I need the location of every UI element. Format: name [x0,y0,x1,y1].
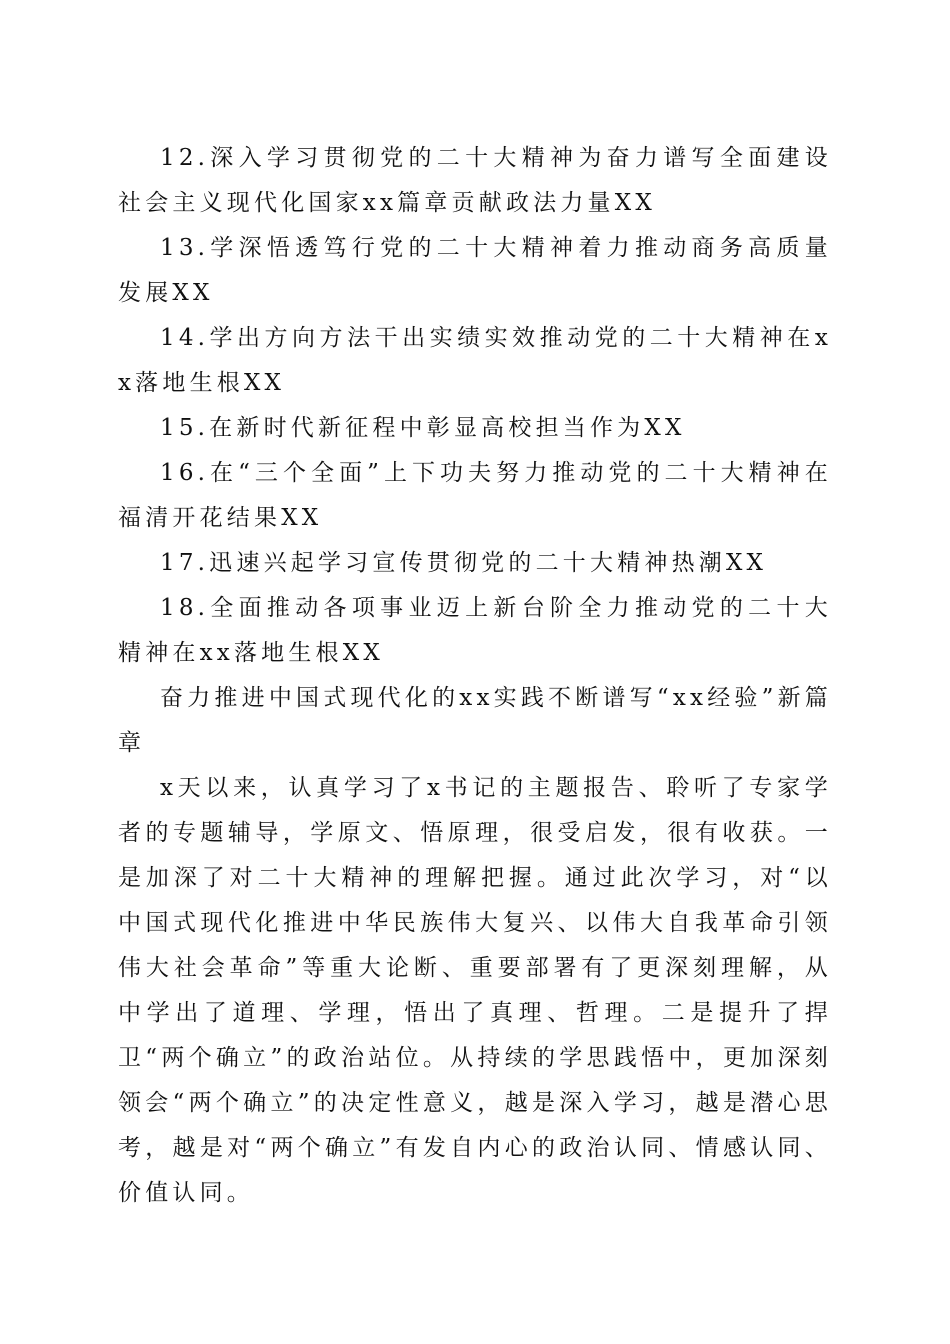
list-item-12: 12.深入学习贯彻党的二十大精神为奋力谱写全面建设社会主义现代化国家xx篇章贡献政法力量XX [118,145,832,216]
list-item-14: 14.学出方向方法干出实绩实效推动党的二十大精神在xx落地生根XX [118,325,832,396]
article-title: 奋力推进中国式现代化的xx实践不断谱写“xx经验”新篇章 [118,685,832,756]
list-item-16: 16.在“三个全面”上下功夫努力推动党的二十大精神在福清开花结果XX [118,460,832,531]
list-item-13: 13.学深悟透笃行党的二十大精神着力推动商务高质量发展XX [118,235,832,306]
body-paragraph: x天以来，认真学习了x书记的主题报告、聆听了专家学者的专题辅导，学原文、悟原理，很受启发，很有收获。一是加深了对二十大精神的理解把握。通过此次学习，对“以中国式现代化推进中华民族伟大复兴、以伟大自我革命引领伟大社会革命”等重大论断、重要部署有了更深刻理解，从中学出了道理、学理，悟出了真理、哲理。二是提升了捍卫“两个确立”的政治站位。从持续的学思践悟中，更加深刻领会“两个确立”的决定性意义，越是深入学习，越是潜心思考，越是对“两个确立”有发自内心的政治认同、情感认同、价值认同。 [118,775,832,1206]
list-item-18: 18.全面推动各项事业迈上新台阶全力推动党的二十大精神在xx落地生根XX [118,595,832,666]
list-item-15: 15.在新时代新征程中彰显高校担当作为XX [160,415,686,441]
document-content [118,136,832,1216]
list-item-17: 17.迅速兴起学习宣传贯彻党的二十大精神热潮XX [160,550,768,576]
